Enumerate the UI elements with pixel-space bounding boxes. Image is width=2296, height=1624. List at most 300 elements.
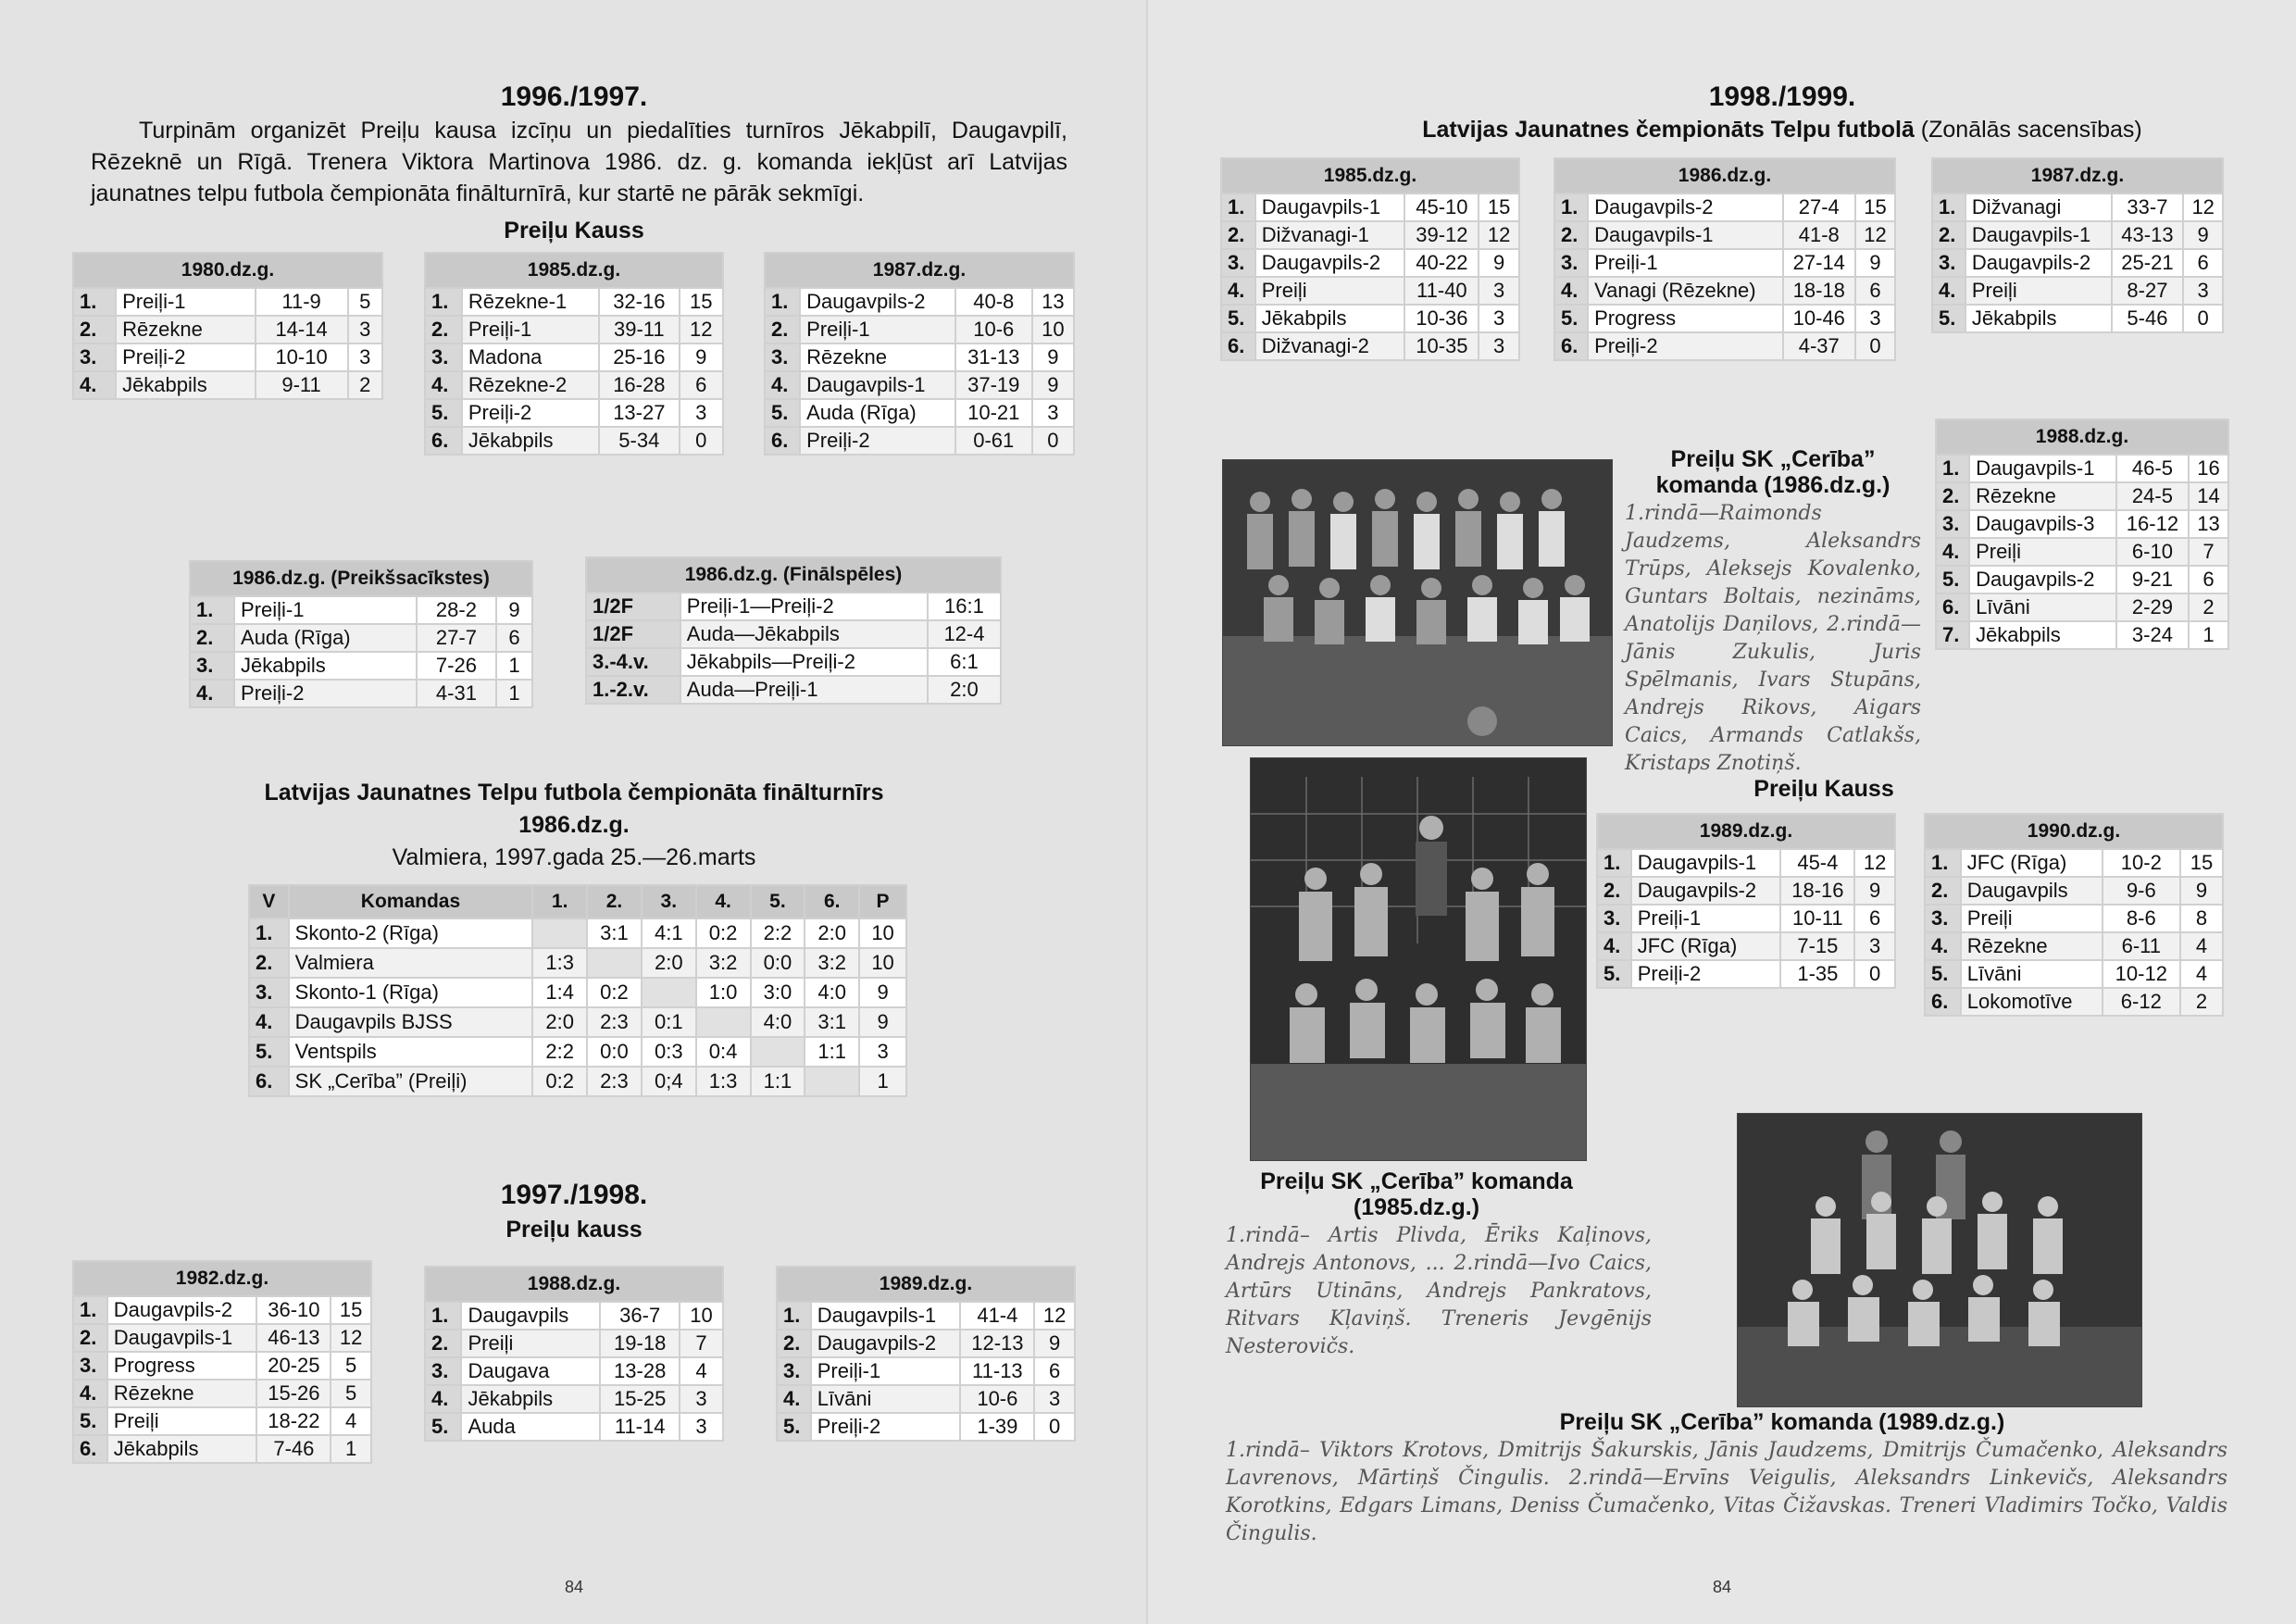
table-1985 bbox=[424, 252, 724, 456]
score-cell: 0;4 bbox=[642, 1067, 696, 1096]
cup-title: Preiļu Kauss bbox=[504, 218, 644, 244]
value-cell: 10 bbox=[680, 1302, 723, 1330]
team-cell: Auda (Rīga) bbox=[234, 624, 417, 652]
value-cell: 15 bbox=[1479, 194, 1519, 221]
rank-cell: 6. bbox=[73, 1435, 107, 1463]
table-row bbox=[1932, 194, 2223, 221]
table-row bbox=[73, 1407, 371, 1435]
championship-title bbox=[1148, 117, 2296, 144]
value-cell: 12 bbox=[1855, 221, 1895, 249]
table-row bbox=[1936, 482, 2228, 510]
table-row bbox=[425, 1413, 723, 1441]
score-cell: 3:1 bbox=[587, 918, 642, 948]
table-title: 1988.dz.g. bbox=[1936, 419, 2228, 455]
score-cell: 3 bbox=[859, 1037, 906, 1067]
value-cell: 3 bbox=[1479, 332, 1519, 360]
rank-cell: 3. bbox=[73, 344, 116, 371]
table-row bbox=[1932, 221, 2223, 249]
table-row bbox=[1925, 877, 2223, 905]
value-cell: 40-22 bbox=[1404, 249, 1479, 277]
photo-1989-heading: Preiļu SK „Cerība” komanda (1989.dz.g.) bbox=[1559, 1409, 2005, 1435]
table-r-1985 bbox=[1220, 157, 1520, 361]
value-cell: 10-12 bbox=[2103, 960, 2180, 988]
value-cell: 1 bbox=[496, 652, 532, 680]
value-cell: 7-26 bbox=[417, 652, 496, 680]
table-row bbox=[1221, 332, 1519, 360]
team-cell: Rēzekne bbox=[107, 1380, 257, 1407]
table-row bbox=[1554, 305, 1895, 332]
team-photo-1986 bbox=[1222, 459, 1613, 746]
score-cell: 4:0 bbox=[751, 1007, 805, 1037]
value-cell: 9 bbox=[1855, 249, 1895, 277]
table-r-1986 bbox=[1554, 157, 1896, 361]
team-cell: Daugavpils-1 bbox=[811, 1302, 961, 1330]
rank-cell: 1. bbox=[73, 1296, 107, 1324]
rank-cell: 5. bbox=[1221, 305, 1255, 332]
value-cell: 12 bbox=[680, 316, 723, 344]
score-cell: 10 bbox=[859, 918, 906, 948]
score-cell: 1:3 bbox=[696, 1067, 751, 1096]
value-cell: 10-36 bbox=[1404, 305, 1479, 332]
value-cell: 12 bbox=[1034, 1302, 1075, 1330]
rank-cell: 4. bbox=[73, 1380, 107, 1407]
rank-cell: 4. bbox=[425, 371, 462, 399]
team-cell: Dižvanagi bbox=[1965, 194, 2112, 221]
value-cell: 36-10 bbox=[256, 1296, 331, 1324]
rank-cell: 4. bbox=[1936, 538, 1969, 566]
table-row bbox=[1597, 932, 1895, 960]
table-row bbox=[765, 399, 1074, 427]
value-cell: 5 bbox=[348, 288, 382, 316]
value-cell: 13-28 bbox=[600, 1357, 680, 1385]
final-tournament-title: Latvijas Jaunatnes Telpu futbola čempionāta finālturnīrs bbox=[264, 780, 884, 806]
team-cell: Daugavpils-2 bbox=[1631, 877, 1781, 905]
team-cell: Auda bbox=[461, 1413, 600, 1441]
score-cell: 0:4 bbox=[696, 1037, 751, 1067]
value-cell: 6 bbox=[1034, 1357, 1075, 1385]
value-cell: 45-4 bbox=[1780, 849, 1854, 877]
value-cell: 11-40 bbox=[1404, 277, 1479, 305]
table-row bbox=[425, 316, 723, 344]
value-cell: 15-26 bbox=[256, 1380, 331, 1407]
final-table-header: 4. bbox=[696, 885, 751, 918]
rank-cell: 4. bbox=[1597, 932, 1631, 960]
value-cell: 3 bbox=[348, 344, 382, 371]
score-cell: 2:2 bbox=[751, 918, 805, 948]
team-cell: Rēzekne bbox=[1969, 482, 2116, 510]
team-cell: Daugavpils-1 bbox=[1588, 221, 1782, 249]
value-cell: 10-11 bbox=[1780, 905, 1854, 932]
table-row bbox=[1936, 455, 2228, 482]
score-cell: 4:1 bbox=[642, 918, 696, 948]
table-row bbox=[777, 1302, 1075, 1330]
score-cell: 1:3 bbox=[532, 948, 587, 978]
table-row bbox=[765, 316, 1074, 344]
table-r-1989 bbox=[1596, 813, 1896, 989]
table-row bbox=[73, 1324, 371, 1352]
score-cell: 0:2 bbox=[696, 918, 751, 948]
place-cell: 2. bbox=[249, 948, 289, 978]
table-row bbox=[1221, 194, 1519, 221]
value-cell: 43-13 bbox=[2112, 221, 2184, 249]
value-cell: 3 bbox=[680, 1385, 723, 1413]
value-cell: 15-25 bbox=[600, 1385, 680, 1413]
table-row bbox=[73, 288, 382, 316]
rank-cell: 6. bbox=[425, 427, 462, 455]
team-cell: Preiļi-1 bbox=[1631, 905, 1781, 932]
team-cell: Daugavpils-2 bbox=[1255, 249, 1405, 277]
value-cell: 6-11 bbox=[2103, 932, 2180, 960]
value-cell: 46-13 bbox=[256, 1324, 331, 1352]
value-cell: 15 bbox=[1855, 194, 1895, 221]
team-cell: Preiļi-2 bbox=[811, 1413, 961, 1441]
team-cell: Līvāni bbox=[1969, 593, 2116, 621]
place-cell: 5. bbox=[249, 1037, 289, 1067]
value-cell: 10-10 bbox=[256, 344, 348, 371]
value-cell: 32-16 bbox=[599, 288, 680, 316]
team-cell: Preiļi bbox=[1969, 538, 2116, 566]
value-cell: 6 bbox=[680, 371, 723, 399]
page-number-right: 84 bbox=[1712, 1578, 1732, 1596]
rank-cell: 2. bbox=[425, 1330, 461, 1357]
team-cell: Preiļi-1 bbox=[234, 596, 417, 624]
team-cell: Skonto-1 (Rīga) bbox=[289, 978, 533, 1007]
table-row bbox=[73, 371, 382, 399]
value-cell: 9-6 bbox=[2103, 877, 2180, 905]
table-title: 1980.dz.g. bbox=[73, 253, 382, 288]
score-cell: 2:3 bbox=[587, 1007, 642, 1037]
value-cell: 6-12 bbox=[2103, 988, 2180, 1016]
final-table-header: 6. bbox=[805, 885, 859, 918]
table-row bbox=[1925, 988, 2223, 1016]
value-cell: 0 bbox=[1854, 960, 1895, 988]
table-row bbox=[765, 288, 1074, 316]
rank-cell: 3. bbox=[425, 1357, 461, 1385]
season-heading-1996: 1996./1997. bbox=[500, 81, 648, 112]
value-cell: 27-7 bbox=[417, 624, 496, 652]
value-cell: 41-4 bbox=[960, 1302, 1034, 1330]
value-cell: 16 bbox=[2189, 455, 2228, 482]
value-cell: 8-6 bbox=[2103, 905, 2180, 932]
table-1986-preliminary bbox=[189, 560, 533, 708]
team-cell: Ventspils bbox=[289, 1037, 533, 1067]
team-cell: Daugavpils-1 bbox=[800, 371, 955, 399]
value-cell: 0 bbox=[1855, 332, 1895, 360]
table-row bbox=[1936, 621, 2228, 649]
team-cell: Rēzekne bbox=[800, 344, 955, 371]
value-cell: 0 bbox=[1034, 1413, 1075, 1441]
value-cell: 20-25 bbox=[256, 1352, 331, 1380]
score-cell bbox=[805, 1067, 859, 1096]
value-cell: 0 bbox=[2183, 305, 2223, 332]
table-row bbox=[73, 1435, 371, 1463]
table-title: 1986.dz.g. (Preikšsacīkstes) bbox=[190, 561, 532, 596]
value-cell: 2 bbox=[348, 371, 382, 399]
table-row bbox=[249, 1037, 906, 1067]
rank-cell: 2. bbox=[1925, 877, 1961, 905]
rank-cell: 4. bbox=[1554, 277, 1588, 305]
rank-cell: 6. bbox=[1221, 332, 1255, 360]
value-cell: 3 bbox=[680, 399, 723, 427]
value-cell: 6 bbox=[496, 624, 532, 652]
value-cell: 3 bbox=[1479, 277, 1519, 305]
value-cell: 15 bbox=[2180, 849, 2223, 877]
value-cell: 16:1 bbox=[928, 593, 1001, 620]
table-title: 1989.dz.g. bbox=[777, 1267, 1075, 1302]
rank-cell: 4. bbox=[777, 1385, 811, 1413]
value-cell: 9 bbox=[1032, 371, 1074, 399]
final-tournament-place: Valmiera, 1997.gada 25.—26.marts bbox=[392, 844, 756, 870]
team-cell: Daugavpils-3 bbox=[1969, 510, 2116, 538]
value-cell: 10-2 bbox=[2103, 849, 2180, 877]
rank-cell: 1. bbox=[190, 596, 234, 624]
final-table-header: Komandas bbox=[289, 885, 533, 918]
rank-cell: 4. bbox=[425, 1385, 461, 1413]
value-cell: 41-8 bbox=[1783, 221, 1855, 249]
rank-cell: 2. bbox=[765, 316, 800, 344]
cup-title-right: Preiļu Kauss bbox=[1753, 776, 1894, 802]
team-cell: Preiļi bbox=[1255, 277, 1405, 305]
rank-cell: 5. bbox=[1925, 960, 1961, 988]
value-cell: 2:0 bbox=[928, 676, 1001, 704]
table-row bbox=[1554, 249, 1895, 277]
score-cell: 0:2 bbox=[587, 978, 642, 1007]
score-cell: 2:3 bbox=[587, 1067, 642, 1096]
value-cell: 1 bbox=[331, 1435, 371, 1463]
team-cell: Daugavpils-2 bbox=[107, 1296, 257, 1324]
value-cell: 3 bbox=[2183, 277, 2223, 305]
team-cell: Preiļi-2 bbox=[462, 399, 599, 427]
team-cell: Jēkabpils bbox=[1965, 305, 2112, 332]
score-cell: 3:0 bbox=[751, 978, 805, 1007]
rank-cell: 1. bbox=[765, 288, 800, 316]
score-cell: 2:2 bbox=[532, 1037, 587, 1067]
value-cell: 7-15 bbox=[1780, 932, 1854, 960]
score-cell: 9 bbox=[859, 978, 906, 1007]
rank-cell: 2. bbox=[73, 1324, 107, 1352]
team-cell: Daugavpils-1 bbox=[1631, 849, 1781, 877]
table-row bbox=[249, 978, 906, 1007]
table-row bbox=[73, 316, 382, 344]
score-cell bbox=[587, 948, 642, 978]
team-cell: Preiļi-1—Preiļi-2 bbox=[680, 593, 928, 620]
photo-1985-caption: 1.rindā– Artis Plivda, Ēriks Kaļinovs, Andrejs Antonovs, ... 2.rindā—Ivo Caics, Artūrs Utināns, Andrejs Pankratovs, Ritvars Kļaviņš. Treneris Jevgēnijs Nesterovičs. bbox=[1226, 1224, 1652, 1358]
team-cell: Preiļi bbox=[107, 1407, 257, 1435]
value-cell: 6 bbox=[2189, 566, 2228, 593]
page-number: 84 bbox=[564, 1578, 584, 1596]
value-cell: 9 bbox=[1479, 249, 1519, 277]
team-cell: Dižvanagi-2 bbox=[1255, 332, 1405, 360]
value-cell: 12-13 bbox=[960, 1330, 1034, 1357]
score-cell: 0:1 bbox=[642, 1007, 696, 1037]
team-cell: Jēkabpils—Preiļi-2 bbox=[680, 648, 928, 676]
team-cell: Vanagi (Rēzekne) bbox=[1588, 277, 1782, 305]
score-cell bbox=[696, 1007, 751, 1037]
score-cell: 4:0 bbox=[805, 978, 859, 1007]
rank-cell: 3. bbox=[73, 1352, 107, 1380]
place-cell: 3. bbox=[249, 978, 289, 1007]
team-cell: Preiļi-1 bbox=[811, 1357, 961, 1385]
table-title: 1985.dz.g. bbox=[1221, 158, 1519, 194]
rank-cell: 4. bbox=[1932, 277, 1965, 305]
team-cell: Daugavpils-1 bbox=[1965, 221, 2112, 249]
score-cell: 3:2 bbox=[696, 948, 751, 978]
value-cell: 9 bbox=[680, 344, 723, 371]
rank-cell: 1. bbox=[425, 288, 462, 316]
table-row bbox=[1554, 332, 1895, 360]
value-cell: 4 bbox=[2180, 932, 2223, 960]
rank-cell: 4. bbox=[1925, 932, 1961, 960]
table-row bbox=[190, 652, 532, 680]
value-cell: 39-12 bbox=[1404, 221, 1479, 249]
team-cell: Valmiera bbox=[289, 948, 533, 978]
table-row bbox=[425, 288, 723, 316]
rank-cell: 3. bbox=[190, 652, 234, 680]
value-cell: 6-10 bbox=[2116, 538, 2189, 566]
table-row bbox=[765, 427, 1074, 455]
value-cell: 3 bbox=[1034, 1385, 1075, 1413]
table-title: 1986.dz.g. bbox=[1554, 158, 1895, 194]
value-cell: 11-13 bbox=[960, 1357, 1034, 1385]
team-cell: Jēkabpils bbox=[1255, 305, 1405, 332]
final-results-table bbox=[248, 884, 907, 1097]
final-tournament-year: 1986.dz.g. bbox=[518, 812, 630, 838]
team-cell: Jēkabpils bbox=[1969, 621, 2116, 649]
value-cell: 40-8 bbox=[955, 288, 1032, 316]
team-cell: Preiļi bbox=[461, 1330, 600, 1357]
team-cell: Daugavpils-2 bbox=[1969, 566, 2116, 593]
rank-cell: 2. bbox=[1221, 221, 1255, 249]
team-cell: Progress bbox=[107, 1352, 257, 1380]
place-cell: 4. bbox=[249, 1007, 289, 1037]
championship-title-main: Latvijas Jaunatnes čempionāts Telpu futbolā bbox=[1422, 117, 1915, 143]
team-cell: Auda—Jēkabpils bbox=[680, 620, 928, 648]
table-r-1987 bbox=[1931, 157, 2224, 333]
rank-cell: 3. bbox=[1554, 249, 1588, 277]
team-cell: SK „Cerība” (Preiļi) bbox=[289, 1067, 533, 1096]
value-cell: 3 bbox=[1855, 305, 1895, 332]
value-cell: 27-14 bbox=[1783, 249, 1855, 277]
rank-cell: 4. bbox=[190, 680, 234, 707]
season-heading-1997: 1997./1998. bbox=[500, 1180, 648, 1210]
rank-cell: 2. bbox=[777, 1330, 811, 1357]
rank-cell: 5. bbox=[1597, 960, 1631, 988]
table-row bbox=[1936, 510, 2228, 538]
table-row bbox=[586, 648, 1001, 676]
table-row bbox=[777, 1330, 1075, 1357]
cup-title-1997: Preiļu kauss bbox=[505, 1217, 643, 1243]
team-cell: Daugavpils-2 bbox=[811, 1330, 961, 1357]
table-1982 bbox=[72, 1260, 372, 1464]
rank-cell: 3. bbox=[1597, 905, 1631, 932]
team-cell: JFC (Rīga) bbox=[1961, 849, 2103, 877]
table-r-1990 bbox=[1924, 813, 2224, 1017]
value-cell: 4-31 bbox=[417, 680, 496, 707]
value-cell: 7 bbox=[680, 1330, 723, 1357]
score-cell: 2:0 bbox=[642, 948, 696, 978]
value-cell: 46-5 bbox=[2116, 455, 2189, 482]
team-cell: Preiļi-1 bbox=[462, 316, 599, 344]
value-cell: 16-28 bbox=[599, 371, 680, 399]
value-cell: 10-46 bbox=[1783, 305, 1855, 332]
team-cell: Preiļi-2 bbox=[1588, 332, 1782, 360]
table-title: 1987.dz.g. bbox=[765, 253, 1074, 288]
table-row bbox=[1597, 960, 1895, 988]
team-cell: Madona bbox=[462, 344, 599, 371]
table-row bbox=[1554, 194, 1895, 221]
table-row bbox=[777, 1413, 1075, 1441]
score-cell: 3:1 bbox=[805, 1007, 859, 1037]
table-row bbox=[1932, 277, 2223, 305]
rank-cell: 2. bbox=[1597, 877, 1631, 905]
score-cell: 0:3 bbox=[642, 1037, 696, 1067]
table-row bbox=[1932, 249, 2223, 277]
score-cell bbox=[532, 918, 587, 948]
score-cell: 1:1 bbox=[805, 1037, 859, 1067]
team-cell: Daugavpils-1 bbox=[107, 1324, 257, 1352]
value-cell: 9 bbox=[2180, 877, 2223, 905]
team-cell: Daugavpils BJSS bbox=[289, 1007, 533, 1037]
table-row bbox=[586, 676, 1001, 704]
final-table-header: V bbox=[249, 885, 289, 918]
rank-cell: 4. bbox=[73, 371, 116, 399]
table-row bbox=[1221, 305, 1519, 332]
final-table-header: 3. bbox=[642, 885, 696, 918]
value-cell: 12 bbox=[2183, 194, 2223, 221]
score-cell: 0:0 bbox=[751, 948, 805, 978]
rank-cell: 2. bbox=[425, 316, 462, 344]
value-cell: 9 bbox=[1034, 1330, 1075, 1357]
value-cell: 8 bbox=[2180, 905, 2223, 932]
value-cell: 0 bbox=[680, 427, 723, 455]
value-cell: 13 bbox=[2189, 510, 2228, 538]
table-row bbox=[425, 1357, 723, 1385]
rank-cell: 4. bbox=[1221, 277, 1255, 305]
rank-cell: 1.-2.v. bbox=[586, 676, 680, 704]
table-title: 1985.dz.g. bbox=[425, 253, 723, 288]
table-row bbox=[73, 1352, 371, 1380]
photo-1989-caption: 1.rindā– Viktors Krotovs, Dmitrijs Šakurskis, Jānis Jaudzems, Dmitrijs Čumačenko, Aleksandrs Lavrenovs, Mārtiņš Čingulis. 2.rindā—Ervīns Veigulis, Aleksandrs Linkevičs, Aleksandrs Korotkins, Edgars Limans, Deniss Čumačenko, Vitas Čižavskas. Treneri Vladimirs Točko, Valdis Čingulis. bbox=[1226, 1439, 2227, 1545]
table-row bbox=[1554, 277, 1895, 305]
value-cell: 4 bbox=[331, 1407, 371, 1435]
value-cell: 33-7 bbox=[2112, 194, 2184, 221]
table-row bbox=[190, 624, 532, 652]
value-cell: 45-10 bbox=[1404, 194, 1479, 221]
team-cell: Daugavpils bbox=[461, 1302, 600, 1330]
photo-1986-caption: 1.rindā—Raimonds Jaudzems, Aleksandrs Trūps, Aleksejs Kovalenko, Guntars Boltais, nezināms, Anatolijs Daņilovs, 2.rindā—Jānis Zukulis, Juris Spēlmanis, Ivars Stupāns, Andrejs Rikovs, Aigars Caics, Armands Catlakšs, Kristaps Znotiņš. bbox=[1625, 502, 1921, 775]
value-cell: 12 bbox=[1479, 221, 1519, 249]
place-cell: 6. bbox=[249, 1067, 289, 1096]
value-cell: 24-5 bbox=[2116, 482, 2189, 510]
table-row bbox=[1932, 305, 2223, 332]
photo-1985-heading: Preiļu SK „Cerība” komanda (1985.dz.g.) bbox=[1260, 1168, 1573, 1220]
value-cell: 4 bbox=[2180, 960, 2223, 988]
value-cell: 28-2 bbox=[417, 596, 496, 624]
table-1980 bbox=[72, 252, 383, 400]
score-cell: 0:0 bbox=[587, 1037, 642, 1067]
score-cell: 10 bbox=[859, 948, 906, 978]
rank-cell: 2. bbox=[73, 316, 116, 344]
table-row bbox=[425, 399, 723, 427]
rank-cell: 7. bbox=[1936, 621, 1969, 649]
score-cell: 1:1 bbox=[751, 1067, 805, 1096]
team-cell: Dižvanagi-1 bbox=[1255, 221, 1405, 249]
table-row bbox=[1936, 593, 2228, 621]
rank-cell: 1. bbox=[1932, 194, 1965, 221]
rank-cell: 5. bbox=[765, 399, 800, 427]
rank-cell: 2. bbox=[1936, 482, 1969, 510]
rank-cell: 3. bbox=[777, 1357, 811, 1385]
